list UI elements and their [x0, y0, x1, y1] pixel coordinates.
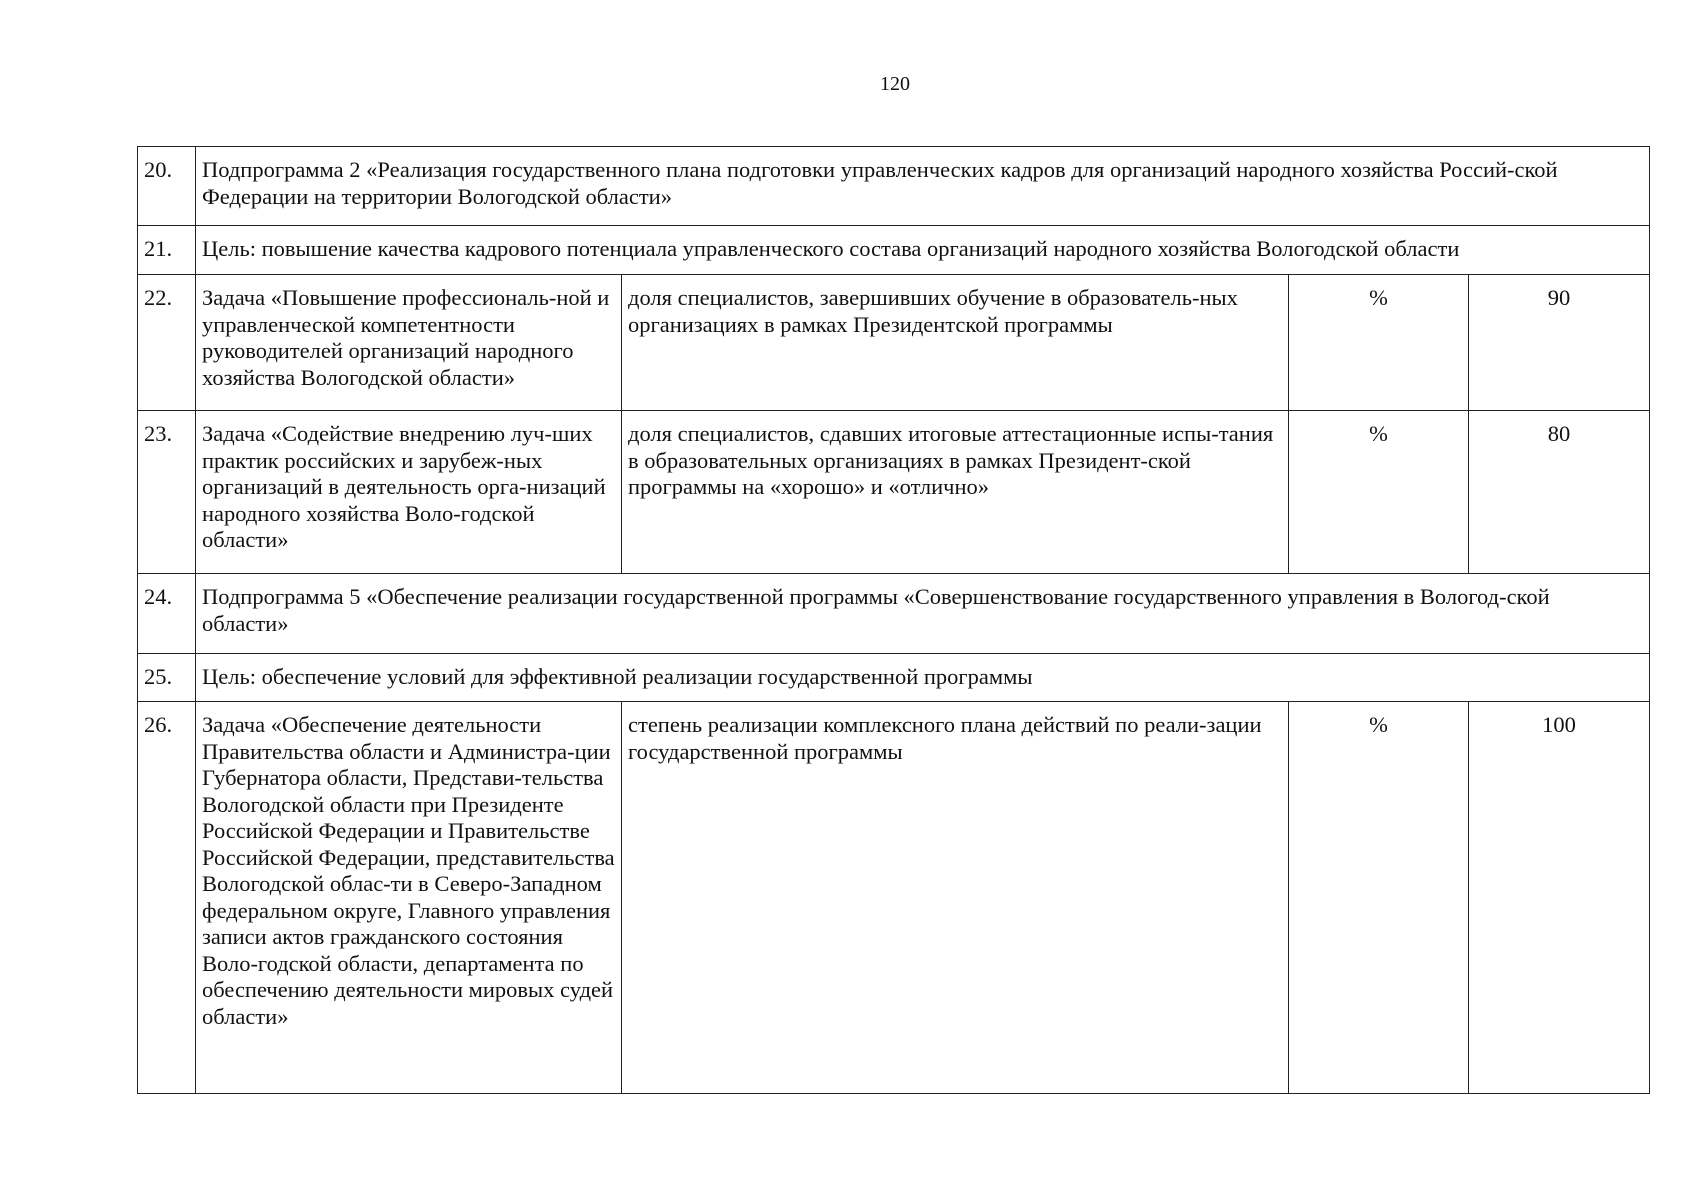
- indicators-table: [137, 146, 1650, 1094]
- row-number: 24.: [138, 574, 196, 654]
- task-text: Задача «Повышение профессиональ-ной и управленческой компетентности руководителей организаций народного хозяйства Вологодской области»: [196, 275, 622, 411]
- table-row: [138, 226, 1650, 275]
- row-number: 20.: [138, 147, 196, 226]
- task-text: Задача «Содействие внедрению луч-ших практик российских и зарубеж-ных организаций в деятельность орга-низаций народного хозяйства Воло-годской области»: [196, 411, 622, 574]
- table-row: [138, 147, 1650, 226]
- task-text: Задача «Обеспечение деятельности Правительства области и Администра-ции Губернатора области, Представи-тельства Вологодской области при Президенте Российской Федерации и Правительстве Российской Федерации, представительства Вологодской облас-ти в Северо-Западном федеральном округе, Главного управления записи актов гражданского состояния Воло-годской области, департамента по обеспечению деятельности мировых судей области»: [196, 702, 622, 1094]
- row-number: 21.: [138, 226, 196, 275]
- indicator-text: доля специалистов, завершивших обучение в образователь-ных организациях в рамках Президентской программы: [622, 275, 1289, 411]
- table-row: [138, 574, 1650, 654]
- unit-cell: %: [1289, 411, 1469, 574]
- indicator-text: доля специалистов, сдавших итоговые аттестационные испы-тания в образовательных организациях в рамках Президент-ской программы на «хорошо» и «отлично»: [622, 411, 1289, 574]
- unit-cell: %: [1289, 702, 1469, 1094]
- value-cell: 100: [1469, 702, 1650, 1094]
- table-row: [138, 654, 1650, 702]
- table-row: [138, 275, 1650, 411]
- goal-text: Цель: обеспечение условий для эффективной реализации государственной программы: [196, 654, 1650, 702]
- page-number: 120: [880, 73, 910, 95]
- goal-text: Цель: повышение качества кадрового потенциала управленческого состава организаций народного хозяйства Вологодской области: [196, 226, 1650, 275]
- row-number: 25.: [138, 654, 196, 702]
- row-number: 23.: [138, 411, 196, 574]
- unit-cell: %: [1289, 275, 1469, 411]
- row-number: 26.: [138, 702, 196, 1094]
- row-number: 22.: [138, 275, 196, 411]
- subprogram-title: Подпрограмма 5 «Обеспечение реализации государственной программы «Совершенствование государственного управления в Вологод-ской области»: [196, 574, 1650, 654]
- value-cell: 90: [1469, 275, 1650, 411]
- subprogram-title: Подпрограмма 2 «Реализация государственного плана подготовки управленческих кадров для организаций народного хозяйства Россий-ской Федерации на территории Вологодской области»: [196, 147, 1650, 226]
- table-row: [138, 411, 1650, 574]
- table-row: [138, 702, 1650, 1094]
- value-cell: 80: [1469, 411, 1650, 574]
- indicator-text: степень реализации комплексного плана действий по реали-зации государственной программы: [622, 702, 1289, 1094]
